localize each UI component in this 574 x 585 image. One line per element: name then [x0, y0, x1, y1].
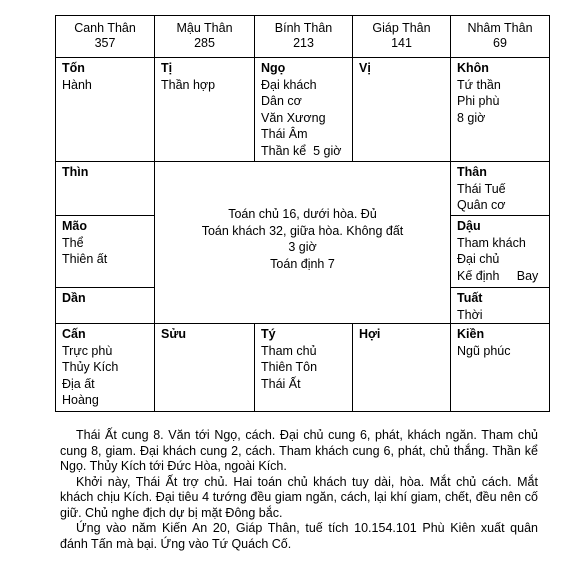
palace-suu	[155, 324, 255, 412]
header-cell-1	[55, 15, 155, 58]
palace-title: Mão	[62, 219, 87, 233]
palace-line: Thái Tuế	[457, 181, 506, 196]
commentary-notes	[60, 428, 538, 552]
center-line: 3 giờ	[288, 240, 317, 254]
palace-khon	[451, 58, 550, 162]
palace-line: Thủy Kích	[62, 360, 119, 374]
palace-line: Đại khách	[261, 77, 317, 92]
palace-title: Vị	[359, 61, 371, 75]
center-line: Toán định 7	[270, 256, 335, 271]
palace-line: Tham khách	[457, 235, 526, 250]
header-number: 285	[194, 36, 215, 50]
palace-title: Cấn	[62, 327, 86, 341]
center-line: Toán chủ 16, dưới hòa. Đủ	[228, 207, 377, 221]
header-number: 213	[293, 36, 314, 50]
palace-mao	[55, 216, 155, 288]
palace-line: Thiên ất	[62, 252, 108, 266]
note-paragraph: Ứng vào năm Kiến An 20, Giáp Thân, tuế tích 10.154.101 Phù Kiên xuất quân đánh Tấn mà bại. Ứng vào Tứ Quách Cố.	[60, 521, 538, 551]
palace-line: Hoàng	[62, 393, 99, 407]
header-cell-4	[353, 15, 451, 58]
palace-line: Văn Xương	[261, 110, 326, 125]
thai-at-chart-grid	[55, 15, 550, 412]
header-number: 69	[493, 36, 507, 50]
palace-line: 8 giờ	[457, 110, 486, 125]
palace-line: Thiên Tôn	[261, 360, 318, 374]
palace-line: Tham chủ	[261, 343, 317, 358]
palace-title: Kiền	[457, 327, 485, 341]
palace-line: Phi phù	[457, 94, 500, 108]
header-name: Nhâm Thân	[467, 21, 533, 35]
palace-line: Quân cơ	[457, 198, 506, 212]
palace-title: Tị	[161, 61, 173, 75]
palace-line: Ngũ phúc	[457, 343, 511, 358]
palace-thin	[55, 162, 155, 216]
center-line: Toán khách 32, giữa hòa. Không đất	[201, 223, 404, 238]
palace-line: Đại chủ	[457, 252, 500, 266]
palace-title: Tuất	[457, 291, 483, 305]
palace-line: Thời	[457, 307, 483, 322]
note-paragraph: Khởi này, Thái Ất trợ chủ. Hai toán chủ khách tuy dài, hòa. Mắt chủ cách. Mắt khách chịu Kích. Đại tiêu 4 tướng đều giam ngăn, cách, lại khí giam, chết, đều nên cố giữ. Chủ nghe địch dự bị mặt Đông bắc.	[60, 474, 538, 520]
header-cell-5	[451, 15, 550, 58]
palace-line: Hành	[62, 77, 92, 92]
palace-ti	[155, 58, 255, 162]
palace-vi	[353, 58, 451, 162]
palace-tuat	[451, 288, 550, 324]
palace-title: Tốn	[62, 61, 85, 75]
palace-line: Thần hợp	[161, 77, 216, 92]
palace-kien	[451, 324, 550, 412]
header-number: 357	[94, 36, 116, 50]
palace-title: Dần	[62, 291, 86, 305]
header-name: Giáp Thân	[372, 21, 431, 35]
header-name: Bính Thân	[274, 21, 333, 35]
palace-title: Dậu	[457, 219, 481, 233]
note-paragraph: Thái Ất cung 8. Văn tới Ngọ, cách. Đại chủ cung 6, phát, khách ngăn. Tham chủ cung 8, giam. Đại khách cung 2, cách. Tham khách cung 6, phát, chủ thắng. Thần kể Ngọ. Thủy Kích tới Đức Hòa, ngoài Kích.	[60, 428, 538, 473]
palace-ty	[255, 324, 353, 412]
center-calculation-box	[155, 162, 451, 324]
palace-title: Ngọ	[261, 61, 286, 75]
palace-title: Tý	[261, 327, 276, 341]
palace-title: Sửu	[161, 327, 187, 341]
palace-title: Hợi	[359, 327, 381, 341]
palace-ngo	[255, 58, 353, 162]
palace-hoi	[353, 324, 451, 412]
palace-than	[451, 162, 550, 216]
palace-dan	[55, 288, 155, 324]
palace-line: Thái Âm	[261, 127, 308, 141]
header-cell-3	[255, 15, 353, 58]
palace-dau	[451, 216, 550, 288]
palace-line: Thái Ất	[261, 376, 301, 391]
palace-line: Trực phù	[62, 343, 113, 358]
palace-line: Kế định Bay	[457, 268, 539, 283]
palace-can	[55, 324, 155, 412]
palace-line: Thể	[62, 235, 84, 250]
palace-title: Thân	[457, 165, 487, 179]
header-cell-2	[155, 15, 255, 58]
palace-ton	[55, 58, 155, 162]
palace-line: Thần kể 5 giờ	[261, 143, 342, 158]
header-name: Canh Thân	[74, 21, 136, 35]
palace-title: Khôn	[457, 61, 489, 75]
palace-line: Địa ất	[62, 376, 95, 391]
palace-line: Dân cơ	[261, 94, 302, 108]
palace-title: Thìn	[62, 165, 89, 179]
header-number: 141	[391, 36, 412, 50]
palace-line: Tứ thần	[457, 77, 501, 92]
header-name: Mậu Thân	[176, 21, 233, 35]
